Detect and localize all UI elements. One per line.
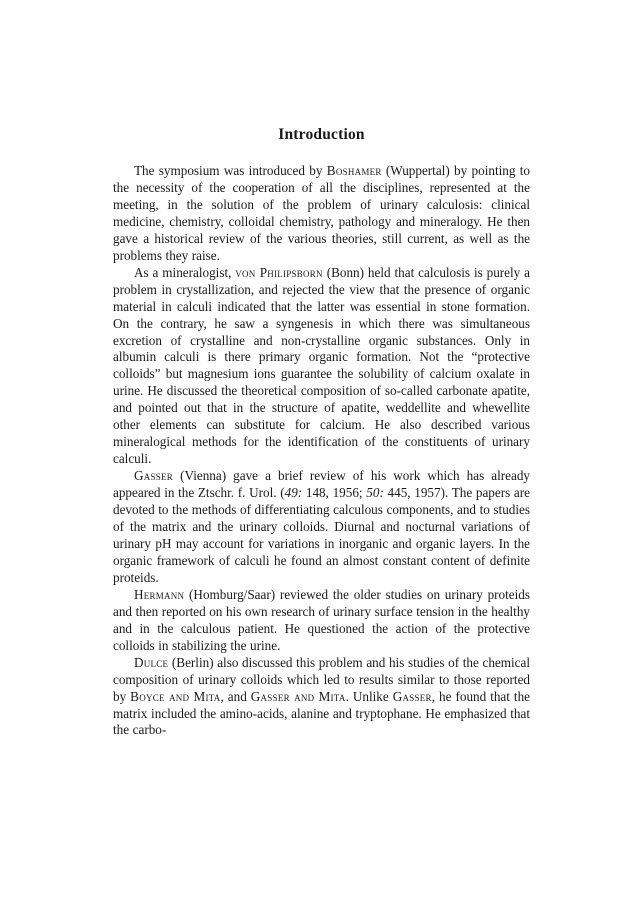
paragraph-2: As a mineralogist, von Philipsborn (Bonn) held that calculosis is purely a problem in crystallization, and rejected the view that the presence of organic material in calculi indicated that the latter was essential in stone formation. On the contrary, he saw a syngenesis in which there was simultaneous excretion of crystalline and non-crystalline organic substances. Only in albumin calculi is there primary organic formation. Not the “protective colloids” but magnesium ions guarantee the solubility of calcium oxalate in urine. He discussed the theoretical composition of so-called carbonate apatite, and pointed out that in the structure of apatite, weddellite and whewellite other elements can substitute for calcium. He also described various mineralogical methods for the identification of the constituents of urinary calculi. xyxy=(113,264,530,467)
author-name: Gasser and Mita xyxy=(250,688,346,704)
paragraph-1: The symposium was introduced by Boshamer (Wuppertal) by pointing to the necessity of the cooperation of all the disciplines, represented at the meeting, in the solution of the problem of urinary calculosis: clinical medicine, chemistry, colloidal chemistry, pathology and mineralogy. He then gave a historical review of the various theories, still current, as well as the problems they raise. xyxy=(113,163,530,263)
author-name: von Philipsborn xyxy=(235,264,323,280)
author-name: Dulce xyxy=(134,654,169,670)
page-title: Introduction xyxy=(278,126,365,143)
author-name: Boyce and Mita xyxy=(130,688,221,704)
volume-number: 50: xyxy=(366,485,384,501)
author-name: Gasser xyxy=(134,468,174,484)
author-name: Gasser xyxy=(392,688,432,704)
text-column xyxy=(113,126,530,739)
paragraph-4: Hermann (Homburg/Saar) reviewed the older studies on urinary proteids and then reported on his own research of urinary surface tension in the healthy and in the calculous patient. He questioned the action of the protective colloids in stabilizing the urine. xyxy=(113,586,530,653)
volume-number: 49: xyxy=(284,485,303,501)
author-name: Hermann xyxy=(134,586,185,602)
paragraph-5: Dulce (Berlin) also discussed this problem and his studies of the chemical composition of urinary colloids which led to results similar to those reported by Boyce and Mita, and Gasser and Mita. Unlike Gasser, he found that the matrix included the amino-acids, alanine and tryptophane. He emphasized that the carbo- xyxy=(113,654,531,738)
author-name: Boshamer xyxy=(326,163,382,178)
paragraph-3: Gasser (Vienna) gave a brief review of his work which has already appeared in the Ztschr. f. Urol. (49: 148, 1956; 50: 445, 1957). The papers are devoted to the methods of differentiating calculous components, and to studies of the matrix and the urinary colloids. Diurnal and nocturnal variations of urinary pH may account for variations in inorganic and organic layers. In the organic framework of calculi he found an almost constant content of definite proteids. xyxy=(113,468,530,585)
